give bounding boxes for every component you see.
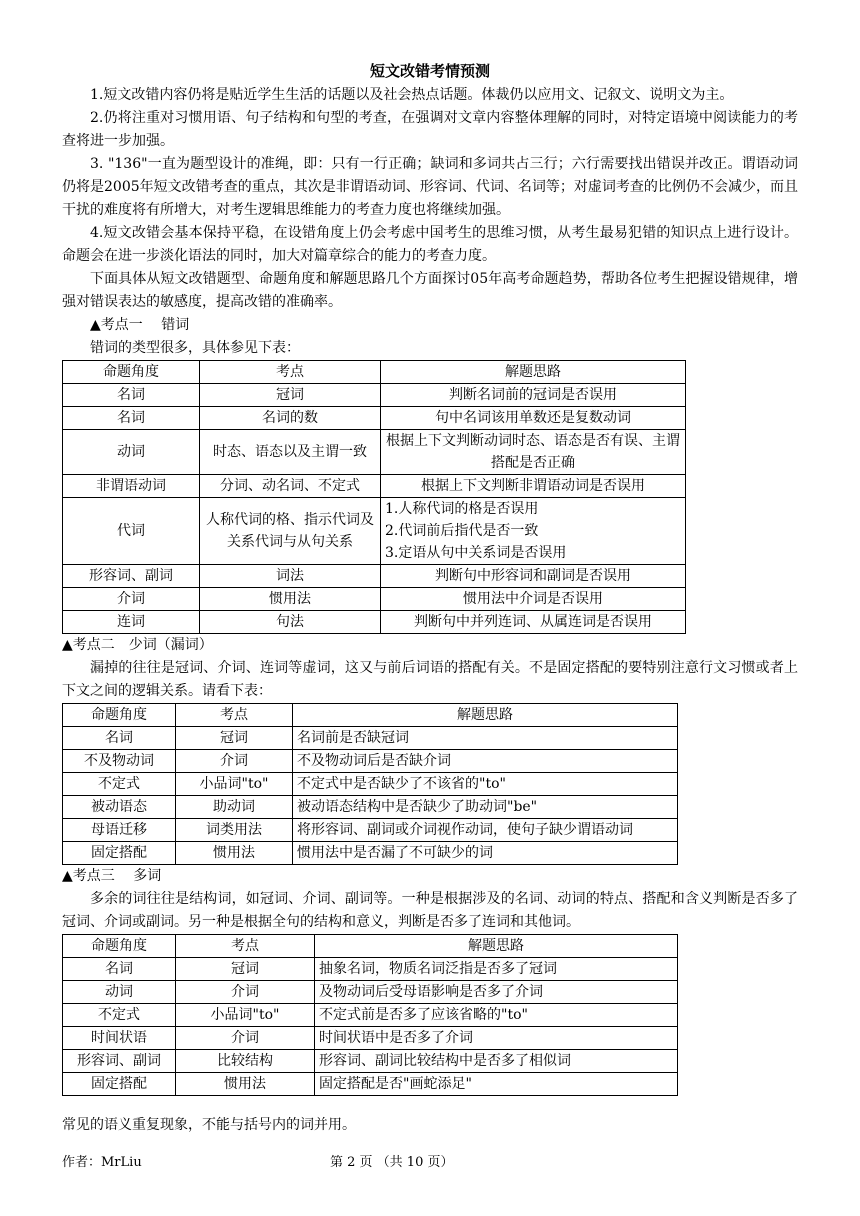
table-cell: 不定式 — [63, 1004, 176, 1027]
table-cell: 形容词、副词 — [63, 1050, 176, 1073]
table-cell: 助动词 — [176, 796, 293, 819]
table-header-row — [63, 704, 678, 727]
table-row — [63, 819, 678, 842]
table-cell: 根据上下文判断非谓语动词是否误用 — [381, 475, 686, 498]
table-header-row — [63, 935, 678, 958]
table-row — [63, 407, 686, 430]
table-cell: 代词 — [63, 498, 200, 565]
section1-heading: ▲考点一 错词 — [90, 317, 190, 333]
table-row — [63, 842, 678, 865]
table-cell: 时间状语 — [63, 1027, 176, 1050]
table-cell: 名词 — [63, 958, 176, 981]
table-row — [63, 1050, 678, 1073]
table-row — [63, 430, 686, 475]
table-row — [63, 727, 678, 750]
table-header-cell: 命题角度 — [63, 704, 176, 727]
table-row — [63, 796, 678, 819]
table-cell: 不及物动词 — [63, 750, 176, 773]
table-header-cell: 命题角度 — [63, 361, 200, 384]
paragraph-4: 4.短文改错会基本保持平稳，在设错角度上仍会考虑中国考生的思维习惯，从考生最易犯错的知识点上进行设计。 命题会在进一步淡化语法的同时，加大对篇章综合的能力的考查力度。 — [62, 225, 798, 264]
table-header-row — [63, 361, 686, 384]
table-cell: 将形容词、副词或介词视作动词，使句子缺少谓语动词 — [293, 819, 678, 842]
table-cell: 小品词"to" — [176, 773, 293, 796]
table-cell: 不定式前是否多了应该省略的"to" — [315, 1004, 678, 1027]
table-cell: 抽象名词，物质名词泛指是否多了冠词 — [315, 958, 678, 981]
table-cell: 介词 — [176, 750, 293, 773]
table-cell: 介词 — [63, 588, 200, 611]
list-item: 2.代词前后指代是否一致 — [385, 523, 539, 539]
section2-heading: ▲考点二 少词（漏词） — [62, 637, 213, 653]
table-cell: 不及物动词后是否缺介词 — [293, 750, 678, 773]
page-footer — [62, 1151, 798, 1171]
table-header-cell: 命题角度 — [63, 935, 176, 958]
table-row — [63, 1027, 678, 1050]
table-row — [63, 958, 678, 981]
table-cell: 惯用法中是否漏了不可缺少的词 — [293, 842, 678, 865]
table-cell: 固定搭配 — [63, 1073, 176, 1096]
table-header-cell: 解题思路 — [293, 704, 678, 727]
table-row — [63, 565, 686, 588]
table-cell: 惯用法 — [200, 588, 381, 611]
table-cell: 固定搭配是否"画蛇添足" — [315, 1073, 678, 1096]
table-cell: 分词、动名词、不定式 — [200, 475, 381, 498]
paragraph-2: 2.仍将注重对习惯用语、句子结构和句型的考查，在强调对文章内容整体理解的同时，对特定语境中阅读能力的考查将进一步加强。 — [62, 110, 798, 149]
table-row — [63, 611, 686, 634]
table-cell: 判断句中并列连词、从属连词是否误用 — [381, 611, 686, 634]
table-header-cell: 考点 — [176, 935, 315, 958]
table-cell: 冠词 — [176, 958, 315, 981]
table-cell: 形容词、副词 — [63, 565, 200, 588]
table-row — [63, 981, 678, 1004]
section3-heading: ▲考点三 多词 — [62, 868, 162, 884]
section1-intro: 错词的类型很多，具体参见下表： — [90, 340, 300, 356]
table-cell: 介词 — [176, 981, 315, 1004]
page-title: 短文改错考情预测 — [369, 62, 490, 80]
section2-table — [62, 703, 678, 865]
table-row — [63, 498, 686, 565]
table-row — [63, 588, 686, 611]
section3-table — [62, 934, 678, 1096]
section3-intro: 多余的词往往是结构词，如冠词、介词、副词等。一种是根据涉及的名词、动词的特点、搭配和含义判断是否多了冠词、介词或副词。另一种是根据全句的结构和意义，判断是否多了连词和其他词。 — [62, 891, 798, 930]
table-cell: 小品词"to" — [176, 1004, 315, 1027]
table-cell: 冠词 — [200, 384, 381, 407]
list-item: 1.人称代词的格是否误用 — [385, 501, 539, 517]
paragraph-5: 下面具体从短文改错题型、命题角度和解题思路几个方面探讨05年高考命题趋势，帮助各位考生把握设错规律，增强对错误表达的敏感度，提高改错的准确率。 — [62, 271, 798, 310]
table-cell: 名词 — [63, 727, 176, 750]
table-header-cell: 解题思路 — [381, 361, 686, 384]
table-row — [63, 1004, 678, 1027]
table-cell: 名词的数 — [200, 407, 381, 430]
table-row — [63, 384, 686, 407]
table-row — [63, 773, 678, 796]
section1-table — [62, 360, 686, 634]
table-cell: 判断名词前的冠词是否误用 — [381, 384, 686, 407]
table-row — [63, 475, 686, 498]
section2-intro: 漏掉的往往是冠词、介词、连词等虚词，这又与前后词语的搭配有关。不是固定搭配的要特别注意行文习惯或者上下文之间的逻辑关系。请看下表： — [62, 660, 798, 699]
table-cell: 被动语态 — [63, 796, 176, 819]
paragraph-3: 3. "136"一直为题型设计的准绳，即：只有一行正确；缺词和多词共占三行；六行需要找出错误并改正。谓语动词仍将是2005年短文改错考查的重点，其次是非谓语动词、形容词、代词、名词等；对虚词考查的比例仍不会减少，而且干扰的难度将有所增大，对考生逻辑思维能力的考查力度也将继续加强。 — [62, 156, 798, 218]
table-cell: 句法 — [200, 611, 381, 634]
table-cell: 不定式 — [63, 773, 176, 796]
table-cell: 形容词、副词比较结构中是否多了相似词 — [315, 1050, 678, 1073]
table-cell: 被动语态结构中是否缺少了助动词"be" — [293, 796, 678, 819]
table-cell: 母语迁移 — [63, 819, 176, 842]
table-row — [63, 1073, 678, 1096]
footer-page-number: 第 2 页 （共 10 页） — [330, 1155, 454, 1170]
table-cell: 根据上下文判断动词时态、语态是否有误、主谓搭配是否正确 — [381, 430, 686, 475]
table-cell: 词法 — [200, 565, 381, 588]
table-cell: 词类用法 — [176, 819, 293, 842]
table-cell: 连词 — [63, 611, 200, 634]
table-header-cell: 考点 — [176, 704, 293, 727]
table-cell: 固定搭配 — [63, 842, 176, 865]
table-cell: 介词 — [176, 1027, 315, 1050]
table-cell: 惯用法中介词是否误用 — [381, 588, 686, 611]
table-header-cell: 考点 — [200, 361, 381, 384]
table-cell: 惯用法 — [176, 842, 293, 865]
table-cell: 句中名词该用单数还是复数动词 — [381, 407, 686, 430]
table-cell: 冠词 — [176, 727, 293, 750]
document-page — [62, 58, 798, 1137]
table-cell: 名词前是否缺冠词 — [293, 727, 678, 750]
list-item: 3.定语从句中关系词是否误用 — [385, 545, 567, 561]
table-cell-list — [381, 498, 686, 565]
table-header-cell: 解题思路 — [315, 935, 678, 958]
table-cell: 惯用法 — [176, 1073, 315, 1096]
table-cell: 及物动词后受母语影响是否多了介词 — [315, 981, 678, 1004]
table-cell: 比较结构 — [176, 1050, 315, 1073]
table-cell: 人称代词的格、指示代词及关系代词与从句关系 — [200, 498, 381, 565]
table-row — [63, 750, 678, 773]
table-cell: 名词 — [63, 407, 200, 430]
table-cell: 时态、语态以及主谓一致 — [200, 430, 381, 475]
table-cell: 动词 — [63, 430, 200, 475]
paragraph-1: 1.短文改错内容仍将是贴近学生生活的话题以及社会热点话题。体裁仍以应用文、记叙文、说明文为主。 — [90, 87, 734, 103]
table-cell: 非谓语动词 — [63, 475, 200, 498]
table-cell: 不定式中是否缺少了不该省的"to" — [293, 773, 678, 796]
closing-text: 常见的语义重复现象，不能与括号内的词并用。 — [62, 1117, 356, 1133]
table-cell: 时间状语中是否多了介词 — [315, 1027, 678, 1050]
table-cell: 动词 — [63, 981, 176, 1004]
footer-author: 作者：MrLiu — [62, 1155, 142, 1170]
table-cell: 判断句中形容词和副词是否误用 — [381, 565, 686, 588]
table-cell: 名词 — [63, 384, 200, 407]
